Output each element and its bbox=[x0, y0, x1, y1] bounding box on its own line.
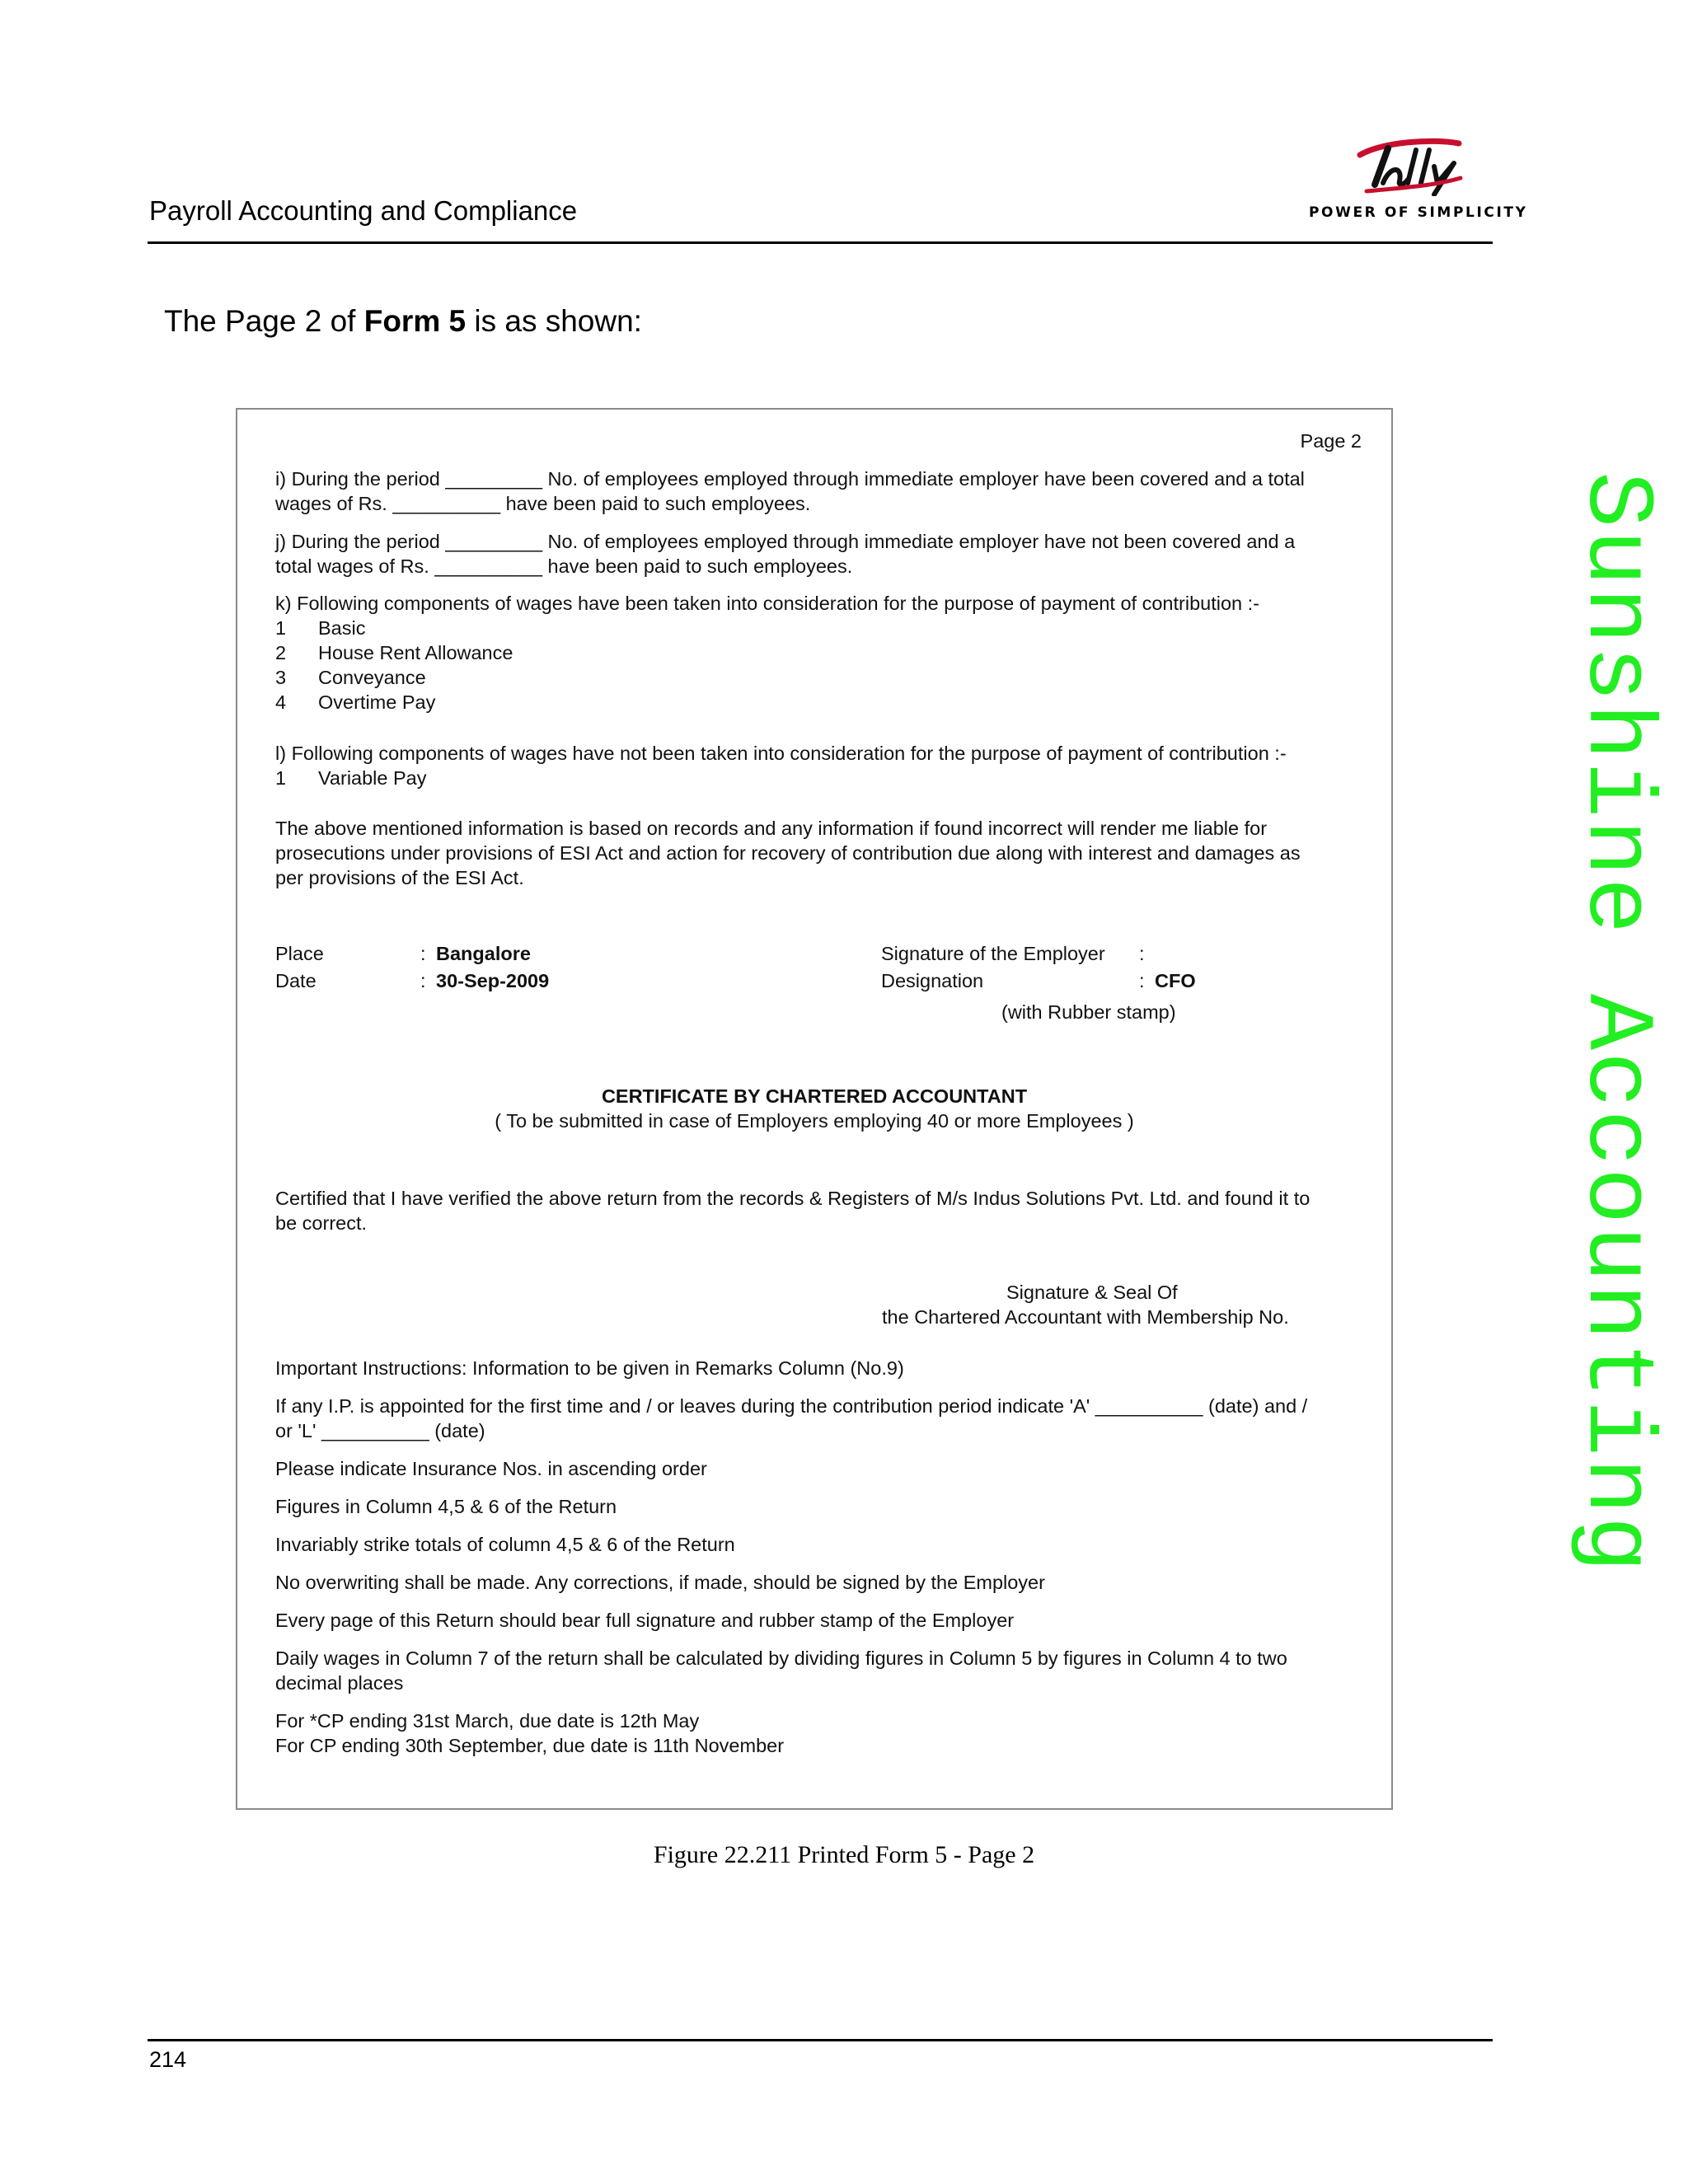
intro-suffix: is as shown: bbox=[466, 304, 642, 338]
list-item bbox=[275, 665, 426, 690]
form-page-label: Page 2 bbox=[1300, 430, 1362, 452]
date-separator: : bbox=[420, 970, 426, 991]
tally-logo-mark bbox=[1350, 134, 1465, 196]
intro-prefix: The Page 2 of bbox=[164, 304, 364, 338]
instruction-ip-line2: or 'L' __________ (date) bbox=[275, 1420, 485, 1441]
certificate-text-line2: be correct. bbox=[275, 1212, 368, 1234]
intro-sentence bbox=[164, 303, 642, 340]
para-k-heading: k) Following components of wages have been taken into consideration for the purpose of payment of contribution :- bbox=[275, 593, 1259, 614]
tally-logo bbox=[1302, 134, 1528, 226]
instruction-insurance: Please indicate Insurance Nos. in ascending order bbox=[275, 1458, 707, 1479]
running-header-title: Payroll Accounting and Compliance bbox=[149, 195, 578, 226]
instructions-heading: Important Instructions: Information to be given in Remarks Column (No.9) bbox=[275, 1357, 904, 1379]
ca-signature-line2: the Chartered Accountant with Membership No. bbox=[882, 1306, 1289, 1328]
list-item-number: 2 bbox=[275, 642, 287, 663]
place-value: Bangalore bbox=[436, 943, 531, 964]
para-j-line1: j) During the period _________ No. of employees employed through immediate employer have not been covered and a bbox=[275, 531, 1296, 552]
list-item-number: 1 bbox=[275, 617, 287, 639]
ca-signature-line1: Signature & Seal Of bbox=[1006, 1282, 1178, 1303]
instruction-daily-line2: decimal places bbox=[275, 1672, 404, 1694]
instruction-ip-line1: If any I.P. is appointed for the first time and / or leaves during the contribution period indicate 'A' __________ (date) and / bbox=[275, 1395, 1308, 1417]
date-value: 30-Sep-2009 bbox=[436, 970, 550, 991]
footer-rule bbox=[148, 2039, 1493, 2041]
instruction-every-page: Every page of this Return should bear full signature and rubber stamp of the Employer bbox=[275, 1610, 1015, 1631]
certificate-text-line1: Certified that I have verified the above return from the records & Registers of M/s Indus Solutions Pvt. Ltd. and found it to bbox=[275, 1188, 1311, 1209]
designation-value: CFO bbox=[1155, 970, 1196, 991]
signature-employer-separator: : bbox=[1139, 943, 1145, 964]
designation-label: Designation bbox=[881, 970, 984, 991]
certificate-title: CERTIFICATE BY CHARTERED ACCOUNTANT bbox=[601, 1085, 1028, 1107]
list-item-label: Overtime Pay bbox=[318, 691, 436, 713]
para-l-heading: l) Following components of wages have not been taken into consideration for the purpose of payment of contribution :- bbox=[275, 743, 1287, 764]
watermark-text: Sunshine Accounting bbox=[1562, 471, 1668, 1574]
instruction-overwriting: No overwriting shall be made. Any corrections, if made, should be signed by the Employer bbox=[275, 1572, 1045, 1593]
instruction-due-september: For CP ending 30th September, due date is 11th November bbox=[275, 1735, 785, 1756]
list-item-label: House Rent Allowance bbox=[318, 642, 513, 663]
declaration-line3: per provisions of the ESI Act. bbox=[275, 867, 524, 888]
instruction-due-march: For *CP ending 31st March, due date is 12th May bbox=[275, 1710, 700, 1732]
place-label: Place bbox=[275, 943, 324, 964]
list-item bbox=[275, 766, 427, 790]
declaration-line1: The above mentioned information is based on records and any information if found incorrect will render me liable for bbox=[275, 818, 1268, 839]
list-item bbox=[275, 640, 513, 665]
date-label: Date bbox=[275, 970, 316, 991]
instruction-daily-line1: Daily wages in Column 7 of the return shall be calculated by dividing figures in Column 5 by figures in Column 4 to two bbox=[275, 1647, 1287, 1669]
declaration-line2: prosecutions under provisions of ESI Act and action for recovery of contribution due along with interest and damages as bbox=[275, 842, 1301, 864]
list-item-number: 1 bbox=[275, 767, 287, 789]
para-i-line1: i) During the period _________ No. of employees employed through immediate employer have been covered and a total bbox=[275, 468, 1305, 490]
page-number: 214 bbox=[149, 2047, 187, 2072]
printed-form-page bbox=[236, 408, 1393, 1810]
list-item-number: 3 bbox=[275, 667, 287, 688]
certificate-subtitle: ( To be submitted in case of Employers employing 40 or more Employees ) bbox=[495, 1110, 1134, 1132]
list-item-label: Basic bbox=[318, 617, 366, 639]
place-separator: : bbox=[420, 943, 426, 964]
signature-employer-label: Signature of the Employer bbox=[881, 943, 1105, 964]
designation-separator: : bbox=[1139, 970, 1145, 991]
list-item bbox=[275, 616, 365, 640]
list-item-label: Variable Pay bbox=[318, 767, 427, 789]
instruction-totals: Invariably strike totals of column 4,5 & 6 of the Return bbox=[275, 1534, 735, 1555]
para-i-line2: wages of Rs. __________ have been paid to such employees. bbox=[275, 493, 811, 514]
rubber-stamp-note: (with Rubber stamp) bbox=[1001, 1001, 1176, 1023]
header-rule bbox=[148, 241, 1493, 244]
para-j-line2: total wages of Rs. __________ have been paid to such employees. bbox=[275, 555, 853, 577]
figure-caption: Figure 22.211 Printed Form 5 - Page 2 bbox=[653, 1841, 1035, 1868]
list-item-number: 4 bbox=[275, 691, 287, 713]
instruction-figures: Figures in Column 4,5 & 6 of the Return bbox=[275, 1496, 617, 1517]
list-item-label: Conveyance bbox=[318, 667, 426, 688]
intro-form-name: Form 5 bbox=[363, 304, 467, 338]
list-item bbox=[275, 690, 435, 715]
tally-tagline: POWER OF SIMPLICITY bbox=[1309, 204, 1528, 221]
